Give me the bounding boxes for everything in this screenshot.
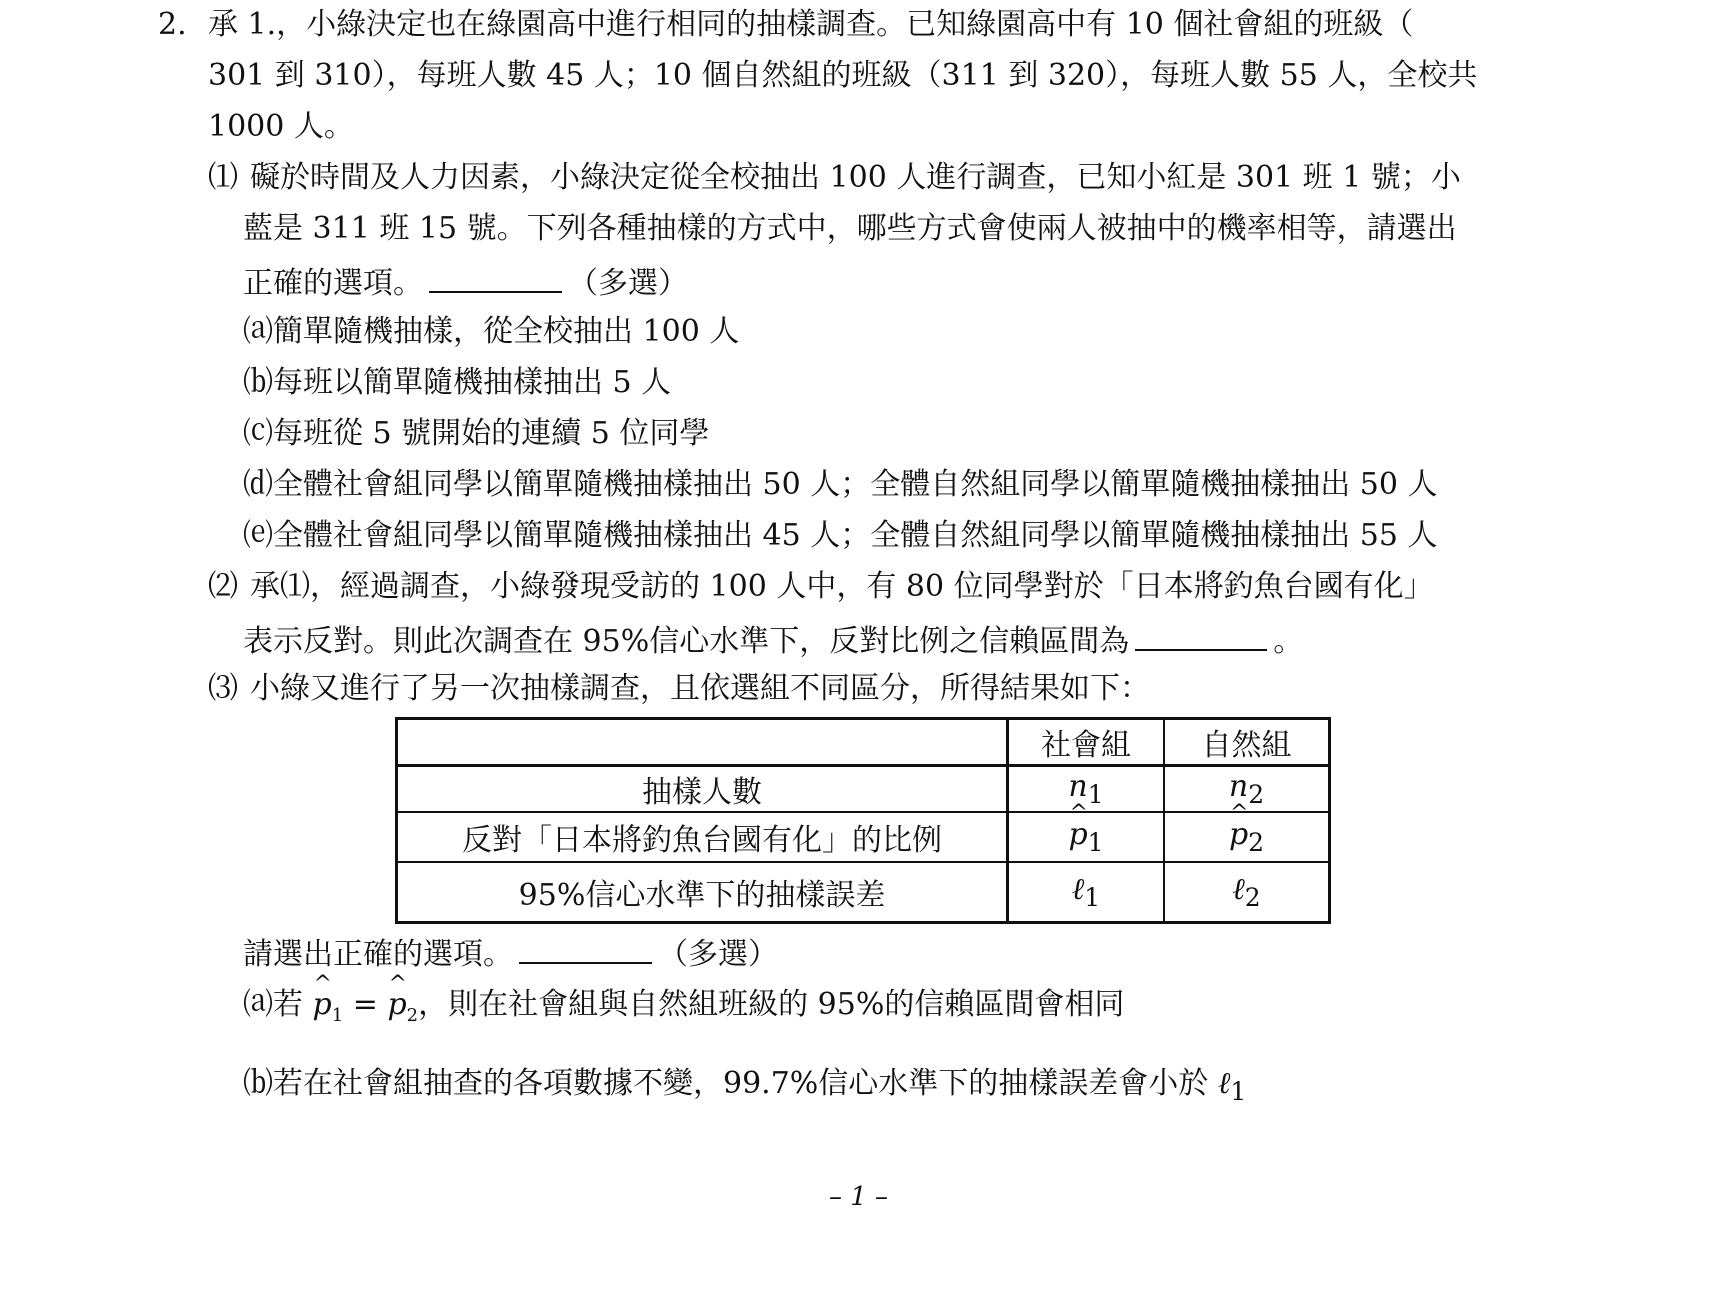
results-table bbox=[395, 717, 1331, 924]
table-header-empty bbox=[397, 719, 1008, 766]
answer-blank-2[interactable] bbox=[1135, 623, 1267, 651]
table-row bbox=[397, 862, 1330, 922]
math-subscript: 2 bbox=[406, 1005, 419, 1026]
math-symbol: ^ p bbox=[1068, 817, 1087, 852]
part1-option-e: ⒠全體社會組同學以簡單隨機抽樣抽出 45 人；全體自然組同學以簡單隨機抽樣抽出 55 人 bbox=[243, 518, 1438, 553]
part1-line-1: 礙於時間及人力因素，小綠決定從全校抽出 100 人進行調查，已知小紅是 301 班 1 號；小 bbox=[250, 160, 1461, 195]
math-subscript: 1 bbox=[331, 1005, 344, 1026]
part3-multi-select-note: （多選） bbox=[658, 937, 778, 972]
table-row-label: 抽樣人數 bbox=[397, 766, 1008, 813]
part3-label: ⑶ bbox=[208, 671, 238, 706]
part3-option-a bbox=[243, 987, 1125, 1026]
math-symbol: ℓ bbox=[1232, 871, 1245, 907]
part3-prompt-line bbox=[243, 936, 778, 970]
part2-label: ⑵ bbox=[208, 569, 238, 604]
math-subscript: 2 bbox=[1248, 780, 1265, 809]
math-symbol: n bbox=[1228, 769, 1249, 804]
part3-option-b bbox=[243, 1066, 1247, 1106]
part1-multi-select-note: （多選） bbox=[568, 266, 688, 301]
part1-option-b: ⒝每班以簡單隨機抽樣抽出 5 人 bbox=[243, 365, 672, 400]
table-header-social: 社會組 bbox=[1008, 719, 1165, 766]
part3-prompt: 請選出正確的選項。 bbox=[243, 937, 513, 972]
math-subscript: 1 bbox=[1087, 828, 1104, 857]
part2-line-2 bbox=[243, 623, 1303, 657]
table-row-label: 反對「日本將釣魚台國有化」的比例 bbox=[397, 812, 1008, 862]
table-header-science: 自然組 bbox=[1164, 719, 1330, 766]
option-b-text: ⒝若在社會組抽查的各項數據不變，99.7%信心水準下的抽樣誤差會小於 bbox=[243, 1066, 1209, 1101]
math-symbol: ℓ bbox=[1217, 1066, 1231, 1101]
math-subscript: 1 bbox=[1084, 882, 1101, 912]
math-symbol: ℓ bbox=[1071, 871, 1085, 907]
table-cell bbox=[1008, 862, 1165, 922]
option-a-text: ，則在社會組與自然組班級的 95%的信賴區間會相同 bbox=[418, 987, 1125, 1022]
table-header-row bbox=[397, 719, 1330, 766]
math-subscript: 2 bbox=[1248, 828, 1265, 857]
table-cell bbox=[1164, 812, 1330, 862]
intro-line-2: 301 到 310），每班人數 45 人；10 個自然組的班級（311 到 320），每班人數 55 人，全校共 bbox=[208, 58, 1478, 93]
intro-line-1: 承 1.，小綠決定也在綠園高中進行相同的抽樣調查。已知綠園高中有 10 個社會組的班級（ bbox=[208, 7, 1414, 42]
table-row bbox=[397, 812, 1330, 862]
part1-option-d: ⒟全體社會組同學以簡單隨機抽樣抽出 50 人；全體自然組同學以簡單隨機抽樣抽出 50 人 bbox=[243, 467, 1438, 502]
math-symbol: ^ p bbox=[387, 990, 406, 1020]
math-subscript: 2 bbox=[1244, 882, 1261, 912]
page-number: – 1 – bbox=[828, 1182, 889, 1212]
answer-blank-3[interactable] bbox=[519, 936, 652, 964]
table-cell bbox=[1008, 812, 1165, 862]
math-equals: = bbox=[352, 987, 378, 1022]
part2-line-1: 承⑴，經過調查，小綠發現受訪的 100 人中，有 80 位同學對於「日本將釣魚台國有化」 bbox=[250, 569, 1434, 604]
part1-option-a: ⒜簡單隨機抽樣，從全校抽出 100 人 bbox=[243, 314, 740, 349]
math-symbol: n bbox=[1068, 769, 1088, 804]
math-subscript: 1 bbox=[1230, 1077, 1247, 1106]
math-symbol: ^ p bbox=[313, 990, 332, 1020]
table-row-label: 95%信心水準下的抽樣誤差 bbox=[397, 862, 1008, 922]
part1-option-c: ⒞每班從 5 號開始的連續 5 位同學 bbox=[243, 416, 710, 451]
math-subscript: 1 bbox=[1087, 780, 1104, 809]
part1-label: ⑴ bbox=[208, 160, 238, 195]
part1-line-2: 藍是 311 班 15 號。下列各種抽樣的方式中，哪些方式會使兩人被抽中的機率相等，請選出 bbox=[243, 211, 1457, 246]
table-cell bbox=[1164, 862, 1330, 922]
part1-line-3 bbox=[243, 265, 688, 299]
table-row bbox=[397, 766, 1330, 813]
intro-line-3: 1000 人。 bbox=[208, 109, 354, 144]
part3-intro: 小綠又進行了另一次抽樣調查，且依選組不同區分，所得結果如下： bbox=[250, 671, 1150, 706]
question-number: 2. bbox=[158, 7, 187, 42]
part2-prompt: 表示反對。則此次調查在 95%信心水準下，反對比例之信賴區間為 bbox=[243, 624, 1130, 659]
option-a-prefix: ⒜若 bbox=[243, 987, 303, 1022]
answer-blank-1[interactable] bbox=[429, 265, 562, 293]
part2-end: 。 bbox=[1273, 624, 1304, 659]
part1-prompt: 正確的選項。 bbox=[243, 266, 423, 301]
math-symbol: ^ p bbox=[1229, 817, 1248, 852]
